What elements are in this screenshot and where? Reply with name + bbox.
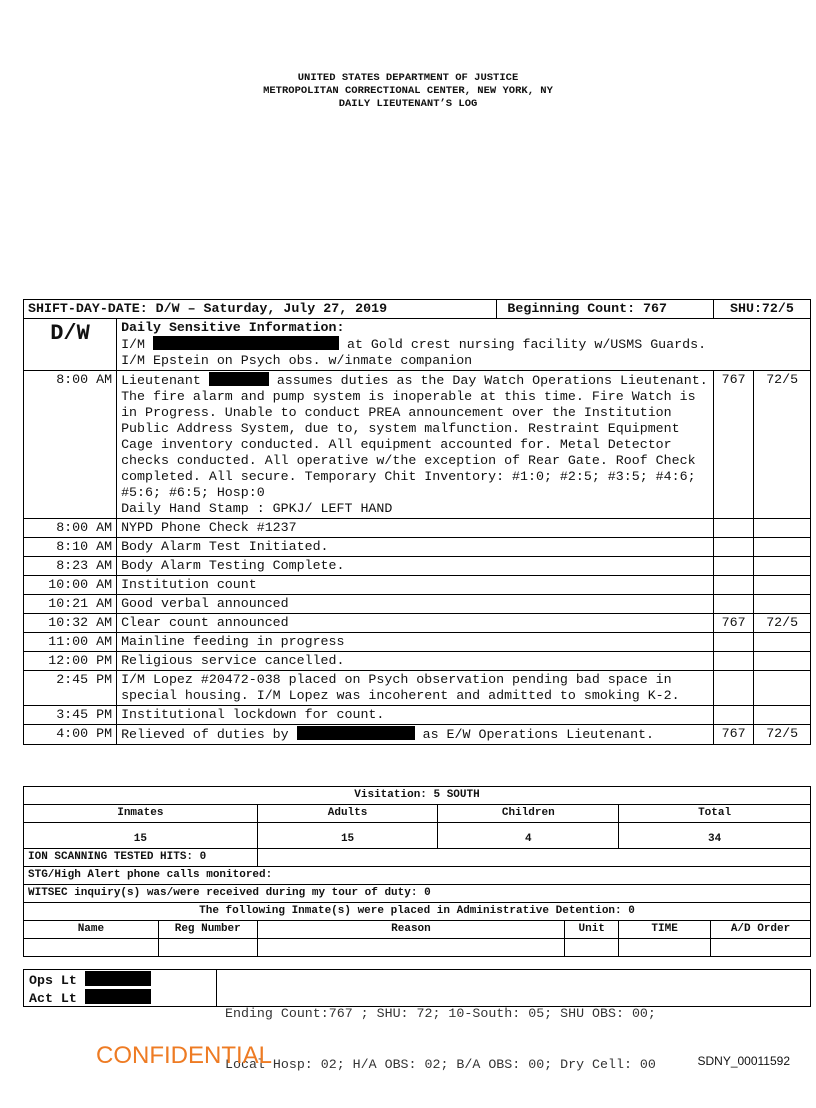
header-log-title: DAILY LIEUTENANT’S LOG	[338, 98, 478, 110]
entry-count	[713, 652, 753, 671]
ad-header-time: TIME	[619, 921, 711, 939]
entry-time: 11:00 AM	[24, 633, 117, 652]
sensitive-info-title: Daily Sensitive Information:	[121, 320, 345, 335]
ad-title-row	[24, 903, 811, 921]
entry-count	[713, 538, 753, 557]
entry-text: I/M Lopez #20472-038 placed on Psych observation pending bad space in special housing. I/M Lopez was incoherent and admitted to smoking K-2.	[117, 671, 714, 706]
stg-calls: STG/High Alert phone calls monitored:	[24, 867, 811, 885]
sensitive-info-line2: I/M Epstein on Psych obs. w/inmate companion	[121, 353, 473, 368]
entry-time: 8:23 AM	[24, 557, 117, 576]
confidential-stamp: CONFIDENTIAL	[96, 1042, 273, 1069]
sensitive-info-row	[24, 319, 811, 371]
visitation-header-adults: Adults	[257, 805, 438, 823]
redaction-bar	[297, 726, 415, 740]
log-entry	[24, 725, 811, 745]
visitation-values-row	[24, 823, 811, 849]
entry-time: 2:45 PM	[24, 671, 117, 706]
document-header	[0, 72, 816, 111]
entry-text: Good verbal announced	[117, 595, 714, 614]
entry-text: NYPD Phone Check #1237	[117, 519, 714, 538]
ad-header-reg: Reg Number	[158, 921, 257, 939]
entry-time: 12:00 PM	[24, 652, 117, 671]
sensitive-info-line1: I/M at Gold crest nursing facility w/USMS Guards.	[121, 337, 707, 352]
entry-shu	[754, 652, 811, 671]
ion-scanning: ION SCANNING TESTED HITS: 0	[24, 849, 258, 867]
entry-count	[713, 595, 753, 614]
log-entry	[24, 614, 811, 633]
entry-text: Clear count announced	[117, 614, 714, 633]
ad-header-order: A/D Order	[711, 921, 811, 939]
redaction-bar	[85, 971, 151, 986]
summary-table	[23, 786, 811, 957]
entry-time: 10:32 AM	[24, 614, 117, 633]
entry-count	[713, 576, 753, 595]
entry-shu	[754, 671, 811, 706]
redaction-bar	[209, 372, 269, 386]
witsec-inquiry: WITSEC inquiry(s) was/were received during my tour of duty: 0	[24, 885, 811, 903]
ad-empty-row	[24, 939, 811, 957]
log-entry	[24, 633, 811, 652]
entry-count: 767	[713, 371, 753, 519]
entry-count: 767	[713, 725, 753, 745]
log-entries	[24, 519, 811, 725]
visitation-adults: 15	[257, 823, 438, 849]
entry-shu: 72/5	[754, 371, 811, 519]
visitation-inmates: 15	[24, 823, 258, 849]
ad-header-name: Name	[24, 921, 159, 939]
visitation-title-row	[24, 787, 811, 805]
entry-shu	[754, 595, 811, 614]
entry-count	[713, 671, 753, 706]
log-entry	[24, 371, 811, 519]
entry-text: Institutional lockdown for count.	[117, 706, 714, 725]
visitation-header-total: Total	[619, 805, 811, 823]
ion-row	[24, 849, 811, 867]
ending-counts-line2: Local Hosp: 02; H/A OBS: 02; B/A OBS: 00; Dry Cell: 00	[225, 1057, 656, 1072]
header-facility: METROPOLITAN CORRECTIONAL CENTER, NEW YORK, NY	[263, 85, 553, 97]
log-entry	[24, 557, 811, 576]
ad-header-unit: Unit	[565, 921, 619, 939]
entry-shu	[754, 557, 811, 576]
log-entry	[24, 595, 811, 614]
shift-day-date: SHIFT-DAY-DATE: D/W – Saturday, July 27, 2019	[24, 300, 497, 319]
entry-shu	[754, 576, 811, 595]
entry-shu	[754, 706, 811, 725]
visitation-children: 4	[438, 823, 619, 849]
entry-shu	[754, 519, 811, 538]
beginning-count: Beginning Count: 767	[497, 300, 713, 319]
entry-text: Institution count	[117, 576, 714, 595]
visitation-title: Visitation: 5 SOUTH	[24, 787, 811, 805]
entry-shu: 72/5	[754, 725, 811, 745]
entry-text: Lieutenant assumes duties as the Day Watch Operations Lieutenant. The fire alarm and pump system is inoperable at this time. Fire Watch is in Progress. Unable to conduct PREA announcement over the Institution Public Address System, due to, system malfunction. Restraint Equipment Cage inventory conducted. All equipment accounted for. Metal Detector checks conducted. All operative w/the exception of Rear Gate. Roof Check completed. All secure. Temporary Chit Inventory: #1:0; #2:5; #3:5; #4:6; #5:6; #6:5; Hosp:0 Daily Hand Stamp : GPKJ/ LEFT HAND	[117, 371, 714, 519]
ending-counts-line1: Ending Count:767 ; SHU: 72; 10-South: 05; SHU OBS: 00;	[225, 1006, 656, 1021]
hand-stamp: Daily Hand Stamp : GPKJ/ LEFT HAND	[121, 501, 393, 516]
redaction-bar	[85, 989, 151, 1004]
visitation-header-children: Children	[438, 805, 619, 823]
entry-time: 10:21 AM	[24, 595, 117, 614]
entry-count	[713, 519, 753, 538]
lieutenant-signatures	[24, 970, 217, 1006]
redaction-bar	[153, 336, 339, 350]
entry-shu	[754, 538, 811, 557]
act-lt: Act Lt	[29, 989, 211, 1007]
entry-time: 8:00 AM	[24, 371, 117, 519]
stg-row	[24, 867, 811, 885]
log-table	[23, 299, 811, 745]
entry-time: 8:10 AM	[24, 538, 117, 557]
entry-text: Mainline feeding in progress	[117, 633, 714, 652]
entry-time: 3:45 PM	[24, 706, 117, 725]
shift-row	[24, 300, 811, 319]
bates-number: SDNY_00011592	[697, 1054, 790, 1068]
ending-counts	[225, 970, 656, 1108]
ad-title: The following Inmate(s) were placed in Administrative Detention: 0	[24, 903, 811, 921]
log-entry	[24, 538, 811, 557]
entry-text: Relieved of duties by as E/W Operations Lieutenant.	[117, 725, 714, 745]
sensitive-info	[117, 319, 811, 371]
entry-text: Body Alarm Test Initiated.	[117, 538, 714, 557]
log-entry	[24, 652, 811, 671]
entry-time: 4:00 PM	[24, 725, 117, 745]
visitation-header-row	[24, 805, 811, 823]
entry-text: Religious service cancelled.	[117, 652, 714, 671]
entry-time: 10:00 AM	[24, 576, 117, 595]
header-agency: UNITED STATES DEPARTMENT OF JUSTICE	[297, 72, 519, 84]
entry-count	[713, 706, 753, 725]
witsec-row	[24, 885, 811, 903]
entry-time: 8:00 AM	[24, 519, 117, 538]
visitation-header-inmates: Inmates	[24, 805, 258, 823]
ad-header-row	[24, 921, 811, 939]
log-entry	[24, 671, 811, 706]
log-entry	[24, 576, 811, 595]
entry-text: Body Alarm Testing Complete.	[117, 557, 714, 576]
ad-header-reason: Reason	[257, 921, 565, 939]
entry-count	[713, 633, 753, 652]
dw-label: D/W	[24, 319, 117, 371]
entry-count: 767	[713, 614, 753, 633]
visitation-total: 34	[619, 823, 811, 849]
shu-count: SHU:72/5	[713, 300, 810, 319]
entry-shu: 72/5	[754, 614, 811, 633]
entry-shu	[754, 633, 811, 652]
entry-count	[713, 557, 753, 576]
log-entry	[24, 519, 811, 538]
log-entry	[24, 706, 811, 725]
ops-lt: Ops Lt	[29, 971, 211, 989]
